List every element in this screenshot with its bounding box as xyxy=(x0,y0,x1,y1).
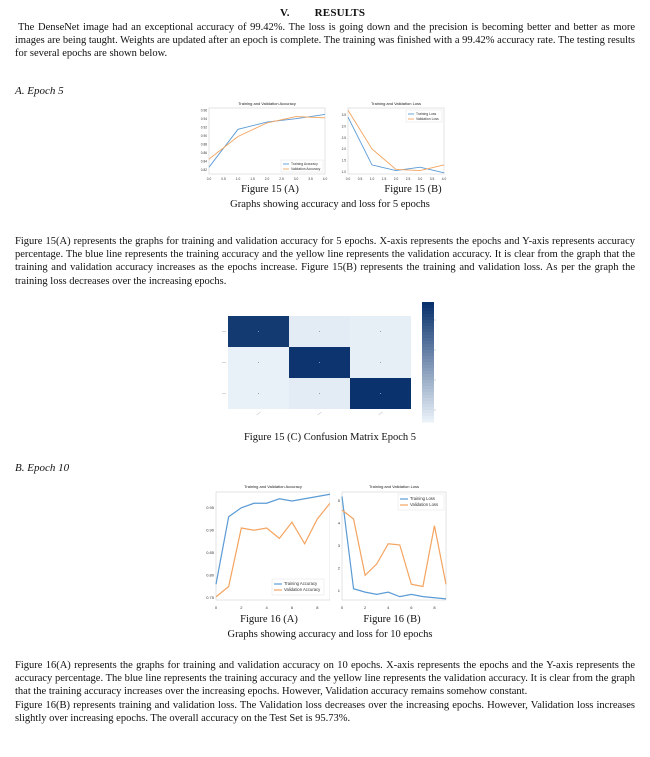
colorbar-segment xyxy=(422,329,434,332)
colorbar-segment xyxy=(422,326,434,329)
colorbar-segment xyxy=(422,410,434,413)
colorbar-segment xyxy=(422,344,434,347)
y-tick-label: 0.90 xyxy=(206,527,214,533)
x-tick-label: 2.5 xyxy=(279,177,284,181)
colorbar-segment xyxy=(422,386,434,389)
y-tick-label: 0.82 xyxy=(200,167,207,172)
figure-15-caption: Graphs showing accuracy and loss for 5 epochs xyxy=(230,199,430,210)
colorbar-segment xyxy=(422,389,434,392)
y-tick-label: 0.88 xyxy=(200,142,207,147)
colorbar-segment xyxy=(422,335,434,338)
x-tick-label: 4.0 xyxy=(441,177,447,181)
figure-15a-caption: Figure 15 (A) xyxy=(241,184,299,195)
subsection-heading-b: B. Epoch 10 xyxy=(15,462,70,474)
y-tick-label: 0.95 xyxy=(206,504,214,510)
colorbar-segment xyxy=(422,365,434,368)
y-tick-label: 0.96 xyxy=(200,108,207,113)
x-tick-label: 1.0 xyxy=(235,177,241,181)
x-tick-label: 1.5 xyxy=(381,177,387,181)
colorbar-segment xyxy=(422,356,434,359)
x-tick-label: 3.5 xyxy=(308,177,313,181)
paragraph-figure-16 xyxy=(15,659,635,725)
paragraph-figure-16-part1: Figure 16(A) represents the graphs for training and validation accuracy on 10 epochs. X-axis represents the epochs and the Y-axis represents the accuracy percentage. The blue line represents the training accuracy and the yellow line represents the validation accuracy. It is clear from the graph that the training accuracy increases over the increasing epochs. However, Validation accuracy remains somehow constant. xyxy=(15,660,635,698)
y-tick-label: 0.90 xyxy=(200,133,207,138)
y-tick-label: 5 xyxy=(337,498,340,504)
y-tick-label: 3.5 xyxy=(341,113,346,118)
colorbar-segment xyxy=(422,302,434,305)
legend-label: Training Accuracy xyxy=(291,162,318,167)
y-tick-label: 2.5 xyxy=(341,135,346,140)
x-tick-label: 0.5 xyxy=(221,177,226,181)
colorbar-segment xyxy=(422,380,434,383)
colorbar-segment xyxy=(422,308,434,311)
legend-label: Validation Loss xyxy=(410,502,439,508)
colorbar-segment xyxy=(422,368,434,371)
colorbar-segment xyxy=(422,317,434,320)
x-tick-label: 0.0 xyxy=(345,177,351,181)
colorbar-segment xyxy=(422,407,434,410)
heatmap-cell-label xyxy=(258,362,259,363)
section-number: V. xyxy=(280,7,290,19)
section-title: RESULTS xyxy=(314,7,366,19)
colorbar-segment xyxy=(422,392,434,395)
x-tick-label: 3.0 xyxy=(293,177,299,181)
chart-fig15a xyxy=(195,98,333,184)
paragraph-figure-15: Figure 15(A) represents the graphs for training and validation accuracy for 5 epochs. X-axis represents the epochs and Y-axis represents accuracy percentage. The blue line represents the training accuracy and the yellow line represents the validation accuracy. It is clear from the graph that the training and validation accuracy increases as the epochs increase. Figure 15(B) represents the training and validation loss. As per the graph the training loss decreases over the increasing epochs. xyxy=(15,236,635,287)
chart-fig15c xyxy=(200,300,445,426)
colorbar-segment xyxy=(422,374,434,377)
legend-label: Validation Loss xyxy=(416,117,439,122)
heatmap-cell-label xyxy=(380,393,381,394)
chart-title: Training and Validation Accuracy xyxy=(244,484,302,489)
figure-16a-caption: Figure 16 (A) xyxy=(240,614,298,625)
colorbar-segment xyxy=(422,305,434,308)
y-tick-label: 4 xyxy=(337,520,340,526)
x-tick-label: 2 xyxy=(240,605,243,610)
colorbar-segment xyxy=(422,398,434,401)
y-tick-label: 2.0 xyxy=(341,147,346,152)
x-tick-label: 2 xyxy=(363,605,367,610)
y-tick-label: 1.0 xyxy=(341,169,346,174)
figure-16-caption: Graphs showing accuracy and loss for 10 epochs xyxy=(227,629,433,640)
colorbar-segment xyxy=(422,371,434,374)
x-tick-label: 2.5 xyxy=(405,177,411,181)
subsection-heading-a: A. Epoch 5 xyxy=(15,85,64,97)
colorbar-segment xyxy=(422,362,434,365)
colorbar-segment xyxy=(422,314,434,317)
figure-16b-caption: Figure 16 (B) xyxy=(363,614,421,625)
colorbar-segment xyxy=(422,416,434,419)
colorbar-segment xyxy=(422,404,434,407)
x-tick-label: 3.5 xyxy=(429,177,435,181)
y-tick-label: 0.92 xyxy=(200,125,207,130)
y-tick-label: 0.86 xyxy=(200,150,207,155)
section-heading xyxy=(280,7,365,19)
x-tick-label: 6 xyxy=(290,605,294,610)
y-tick-label: 0.75 xyxy=(206,594,214,600)
colorbar-segment xyxy=(422,359,434,362)
heatmap-cell-label xyxy=(319,362,320,363)
x-tick-label: 4 xyxy=(387,605,390,610)
colorbar-segment xyxy=(422,401,434,404)
colorbar-segment xyxy=(422,338,434,341)
x-tick-label: 0.5 xyxy=(357,177,363,181)
x-tick-label: 0 xyxy=(214,605,218,610)
heatmap-cell-label xyxy=(319,393,320,394)
paragraph-figure-16-part2: Figure 16(B) represents training and validation loss. The Validation loss decreases over the increasing epochs. However, Validation loss increases slightly over increasing epochs. The overall accuracy on the Test Set is 95.73%. xyxy=(15,699,635,724)
legend-label: Training Loss xyxy=(410,496,435,502)
colorbar-segment xyxy=(422,353,434,356)
intro-paragraph: The DenseNet image had an exceptional accuracy of 99.42%. The loss is going down and the precision is becoming better and better as more images are being taught. Weights are updated after an epoch is complete. The training was finished with a 99.42% accuracy rate. The testing results for several epochs are shown below. xyxy=(15,22,635,60)
colorbar-segment xyxy=(422,377,434,380)
chart-title: Training and Validation Accuracy xyxy=(238,101,296,106)
y-tick-label: 0.84 xyxy=(200,159,207,164)
y-tick-label: 0.94 xyxy=(200,116,207,121)
x-tick-label: 2.0 xyxy=(393,177,399,181)
colorbar-segment xyxy=(422,413,434,416)
legend-label: Training Accuracy xyxy=(284,581,318,587)
colorbar-segment xyxy=(422,332,434,335)
x-tick-label: 0.0 xyxy=(206,177,212,181)
heatmap-cell-label xyxy=(319,331,320,332)
y-tick-label: 3.0 xyxy=(341,124,346,129)
x-tick-label: 1.5 xyxy=(250,177,255,181)
legend-label: Validation Accuracy xyxy=(284,587,321,593)
colorbar-segment xyxy=(422,383,434,386)
colorbar-segment xyxy=(422,419,434,422)
legend-label: Validation Accuracy xyxy=(291,167,321,172)
x-tick-label: 1.0 xyxy=(369,177,375,181)
chart-title: Training and Validation Loss xyxy=(370,101,422,106)
y-tick-label: 1 xyxy=(337,588,340,594)
y-tick-label: 0.85 xyxy=(206,549,214,555)
x-tick-label: 2.0 xyxy=(264,177,270,181)
colorbar-segment xyxy=(422,311,434,314)
colorbar-segment xyxy=(422,347,434,350)
chart-fig16a xyxy=(198,478,336,613)
heatmap-cell-label xyxy=(258,331,259,332)
x-tick-label: 8 xyxy=(316,605,319,610)
figure-15b-caption: Figure 15 (B) xyxy=(384,184,442,195)
chart-title: Training and Validation Loss xyxy=(368,484,420,489)
colorbar-segment xyxy=(422,350,434,353)
colorbar-segment xyxy=(422,341,434,344)
x-tick-label: 3.0 xyxy=(417,177,423,181)
x-tick-label: 0 xyxy=(340,605,344,610)
chart-fig15b xyxy=(338,98,450,184)
x-tick-label: 6 xyxy=(410,605,413,610)
y-tick-label: 0.80 xyxy=(206,572,214,578)
heatmap-cell-label xyxy=(380,331,381,332)
colorbar-segment xyxy=(422,395,434,398)
x-tick-label: 4 xyxy=(265,605,268,610)
y-tick-label: 2 xyxy=(337,565,340,571)
heatmap-cell-label xyxy=(258,393,259,394)
x-tick-label: 8 xyxy=(433,605,436,610)
x-tick-label: 4.0 xyxy=(322,177,328,181)
y-tick-label: 3 xyxy=(337,543,340,549)
colorbar-segment xyxy=(422,320,434,323)
legend-label: Training Loss xyxy=(416,112,437,117)
heatmap-cell-label xyxy=(380,362,381,363)
chart-fig16b xyxy=(330,478,452,613)
figure-15c-caption: Figure 15 (C) Confusion Matrix Epoch 5 xyxy=(243,432,417,443)
y-tick-label: 1.5 xyxy=(341,158,346,163)
colorbar-segment xyxy=(422,323,434,326)
